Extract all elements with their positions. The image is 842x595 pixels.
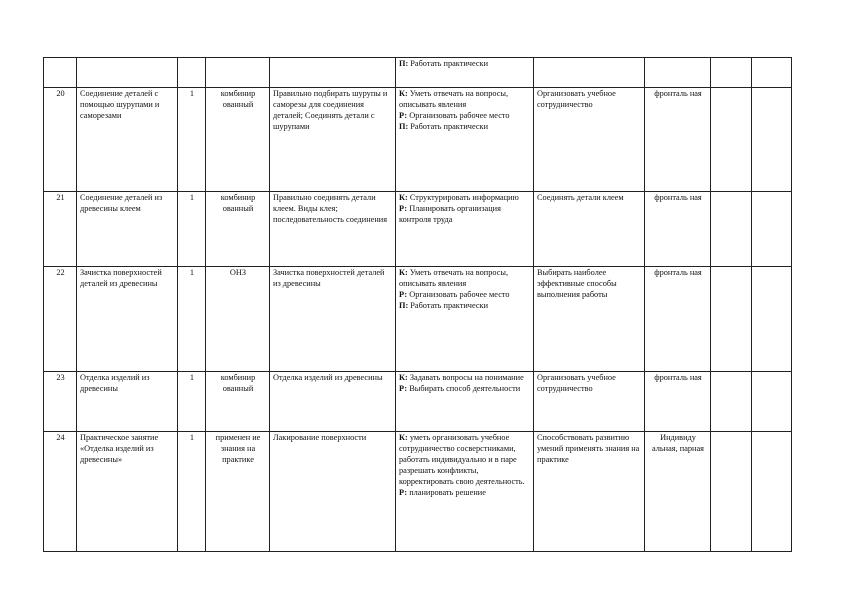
uud-item-key: К: [399, 373, 408, 382]
uud-item [399, 290, 531, 301]
lesson-number-cell: 22 [44, 267, 77, 372]
lesson-topic-cell: Соединение деталей с помощью шурупами и саморезами [77, 88, 178, 192]
uud-item [399, 268, 531, 290]
lesson-topic-cell: Отделка изделий из древесины [77, 372, 178, 432]
form-cell: фронталь ная [645, 192, 711, 267]
lesson-number-cell: 20 [44, 88, 77, 192]
hours-cell: 1 [178, 267, 206, 372]
uud-item [399, 373, 531, 384]
lesson-type-cell: комбинир ованный [206, 192, 270, 267]
uud-item-text: Выбирать способ деятельности [407, 383, 521, 393]
uud-item-key: Р: [399, 487, 408, 497]
uud-cell [396, 432, 534, 552]
lesson-plan-table [43, 57, 792, 552]
activity-cell: Способствовать развитию умений применять знания на практике [534, 432, 645, 552]
uud-item-key: К: [399, 193, 408, 202]
uud-item-text: Уметь отвечать на вопросы, описывать явления [399, 89, 509, 109]
uud-item-key: К: [399, 89, 408, 98]
lesson-content-cell: Зачистка поверхностей деталей из древесины [270, 267, 396, 372]
uud-item [399, 89, 531, 111]
empty-cell-b [752, 432, 792, 552]
uud-item [399, 59, 531, 70]
uud-item-key: П: [399, 300, 409, 310]
empty-cell-b [752, 58, 792, 88]
activity-cell: Соединять детали клеем [534, 192, 645, 267]
lesson-number-cell: 21 [44, 192, 77, 267]
uud-item [399, 488, 531, 499]
empty-cell-a [711, 432, 752, 552]
uud-item-key: П: [399, 121, 409, 131]
table-row [44, 267, 792, 372]
form-cell [645, 58, 711, 88]
form-cell: Индивиду альная, парная [645, 432, 711, 552]
activity-cell: Организовать учебное сотрудничество [534, 88, 645, 192]
lesson-number-cell [44, 58, 77, 88]
uud-item [399, 122, 531, 133]
lesson-content-cell [270, 58, 396, 88]
uud-item-key: Р: [399, 289, 408, 299]
uud-item-key: Р: [399, 203, 408, 213]
table-row [44, 372, 792, 432]
lesson-content-cell: Лакирование поверхности [270, 432, 396, 552]
uud-cell [396, 88, 534, 192]
table-row [44, 192, 792, 267]
uud-item-text: Организовать рабочее место [407, 289, 510, 299]
uud-item-text: Задавать вопросы на понимание [407, 373, 524, 382]
empty-cell-b [752, 192, 792, 267]
lesson-topic-cell [77, 58, 178, 88]
lesson-content-cell: Правильно подбирать шурупы и саморезы для соединения деталей; Соединять детали с шурупами [270, 88, 396, 192]
uud-item-text: Работать практически [408, 300, 489, 310]
empty-cell-a [711, 372, 752, 432]
uud-item-key: П: [399, 59, 409, 68]
table-row [44, 432, 792, 552]
uud-item-text: Организовать рабочее место [407, 110, 510, 120]
form-cell: фронталь ная [645, 267, 711, 372]
uud-item-text: Планировать организация контроля труда [399, 203, 501, 224]
uud-item-text: планировать решение [407, 487, 486, 497]
lesson-content-cell: Отделка изделий из древесины [270, 372, 396, 432]
lesson-type-cell: ОНЗ [206, 267, 270, 372]
lesson-number-cell: 24 [44, 432, 77, 552]
hours-cell: 1 [178, 372, 206, 432]
empty-cell-a [711, 88, 752, 192]
uud-item-text: Структурировать информацию [407, 193, 519, 202]
lesson-number-cell: 23 [44, 372, 77, 432]
uud-item-text: Работать практически [408, 121, 489, 131]
activity-cell: Выбирать наиболее эффективные способы выполнения работы [534, 267, 645, 372]
lesson-type-cell: применен ие знания на практике [206, 432, 270, 552]
uud-item-key: К: [399, 433, 408, 442]
activity-cell [534, 58, 645, 88]
uud-item [399, 193, 531, 204]
uud-item-key: Р: [399, 383, 408, 393]
table-row [44, 88, 792, 192]
lesson-topic-cell: Практическое занятие «Отделка изделий из древесины» [77, 432, 178, 552]
hours-cell: 1 [178, 432, 206, 552]
empty-cell-b [752, 372, 792, 432]
empty-cell-a [711, 192, 752, 267]
lesson-type-cell: комбинир ованный [206, 372, 270, 432]
empty-cell-a [711, 267, 752, 372]
lesson-topic-cell: Зачистка поверхностей деталей из древесины [77, 267, 178, 372]
table-row [44, 58, 792, 88]
table-body [44, 58, 792, 552]
uud-cell [396, 267, 534, 372]
form-cell: фронталь ная [645, 88, 711, 192]
empty-cell-b [752, 88, 792, 192]
uud-item [399, 433, 531, 488]
lesson-topic-cell: Соединение деталей из древесины клеем [77, 192, 178, 267]
uud-item-key: К: [399, 268, 408, 277]
hours-cell [178, 58, 206, 88]
form-cell: фронталь ная [645, 372, 711, 432]
uud-item-key: Р: [399, 110, 408, 120]
uud-cell [396, 58, 534, 88]
activity-cell: Организовать учебное сотрудничество [534, 372, 645, 432]
uud-cell [396, 372, 534, 432]
uud-item [399, 301, 531, 312]
hours-cell: 1 [178, 88, 206, 192]
uud-item [399, 111, 531, 122]
uud-item [399, 204, 531, 226]
lesson-type-cell: комбинир ованный [206, 88, 270, 192]
uud-item [399, 384, 531, 395]
uud-item-text: Уметь отвечать на вопросы, описывать явления [399, 268, 509, 288]
empty-cell-b [752, 267, 792, 372]
uud-item-text: уметь организовать учебное сотрудничество сосверстниками, работать индивидуально и в паре разрешать конфликты, корректировать свою деятельность. [399, 433, 525, 486]
lesson-type-cell [206, 58, 270, 88]
uud-cell [396, 192, 534, 267]
hours-cell: 1 [178, 192, 206, 267]
empty-cell-a [711, 58, 752, 88]
uud-item-text: Работать практически [408, 59, 489, 68]
lesson-content-cell: Правильно соединять детали клеем. Виды клея; последовательность соединения [270, 192, 396, 267]
